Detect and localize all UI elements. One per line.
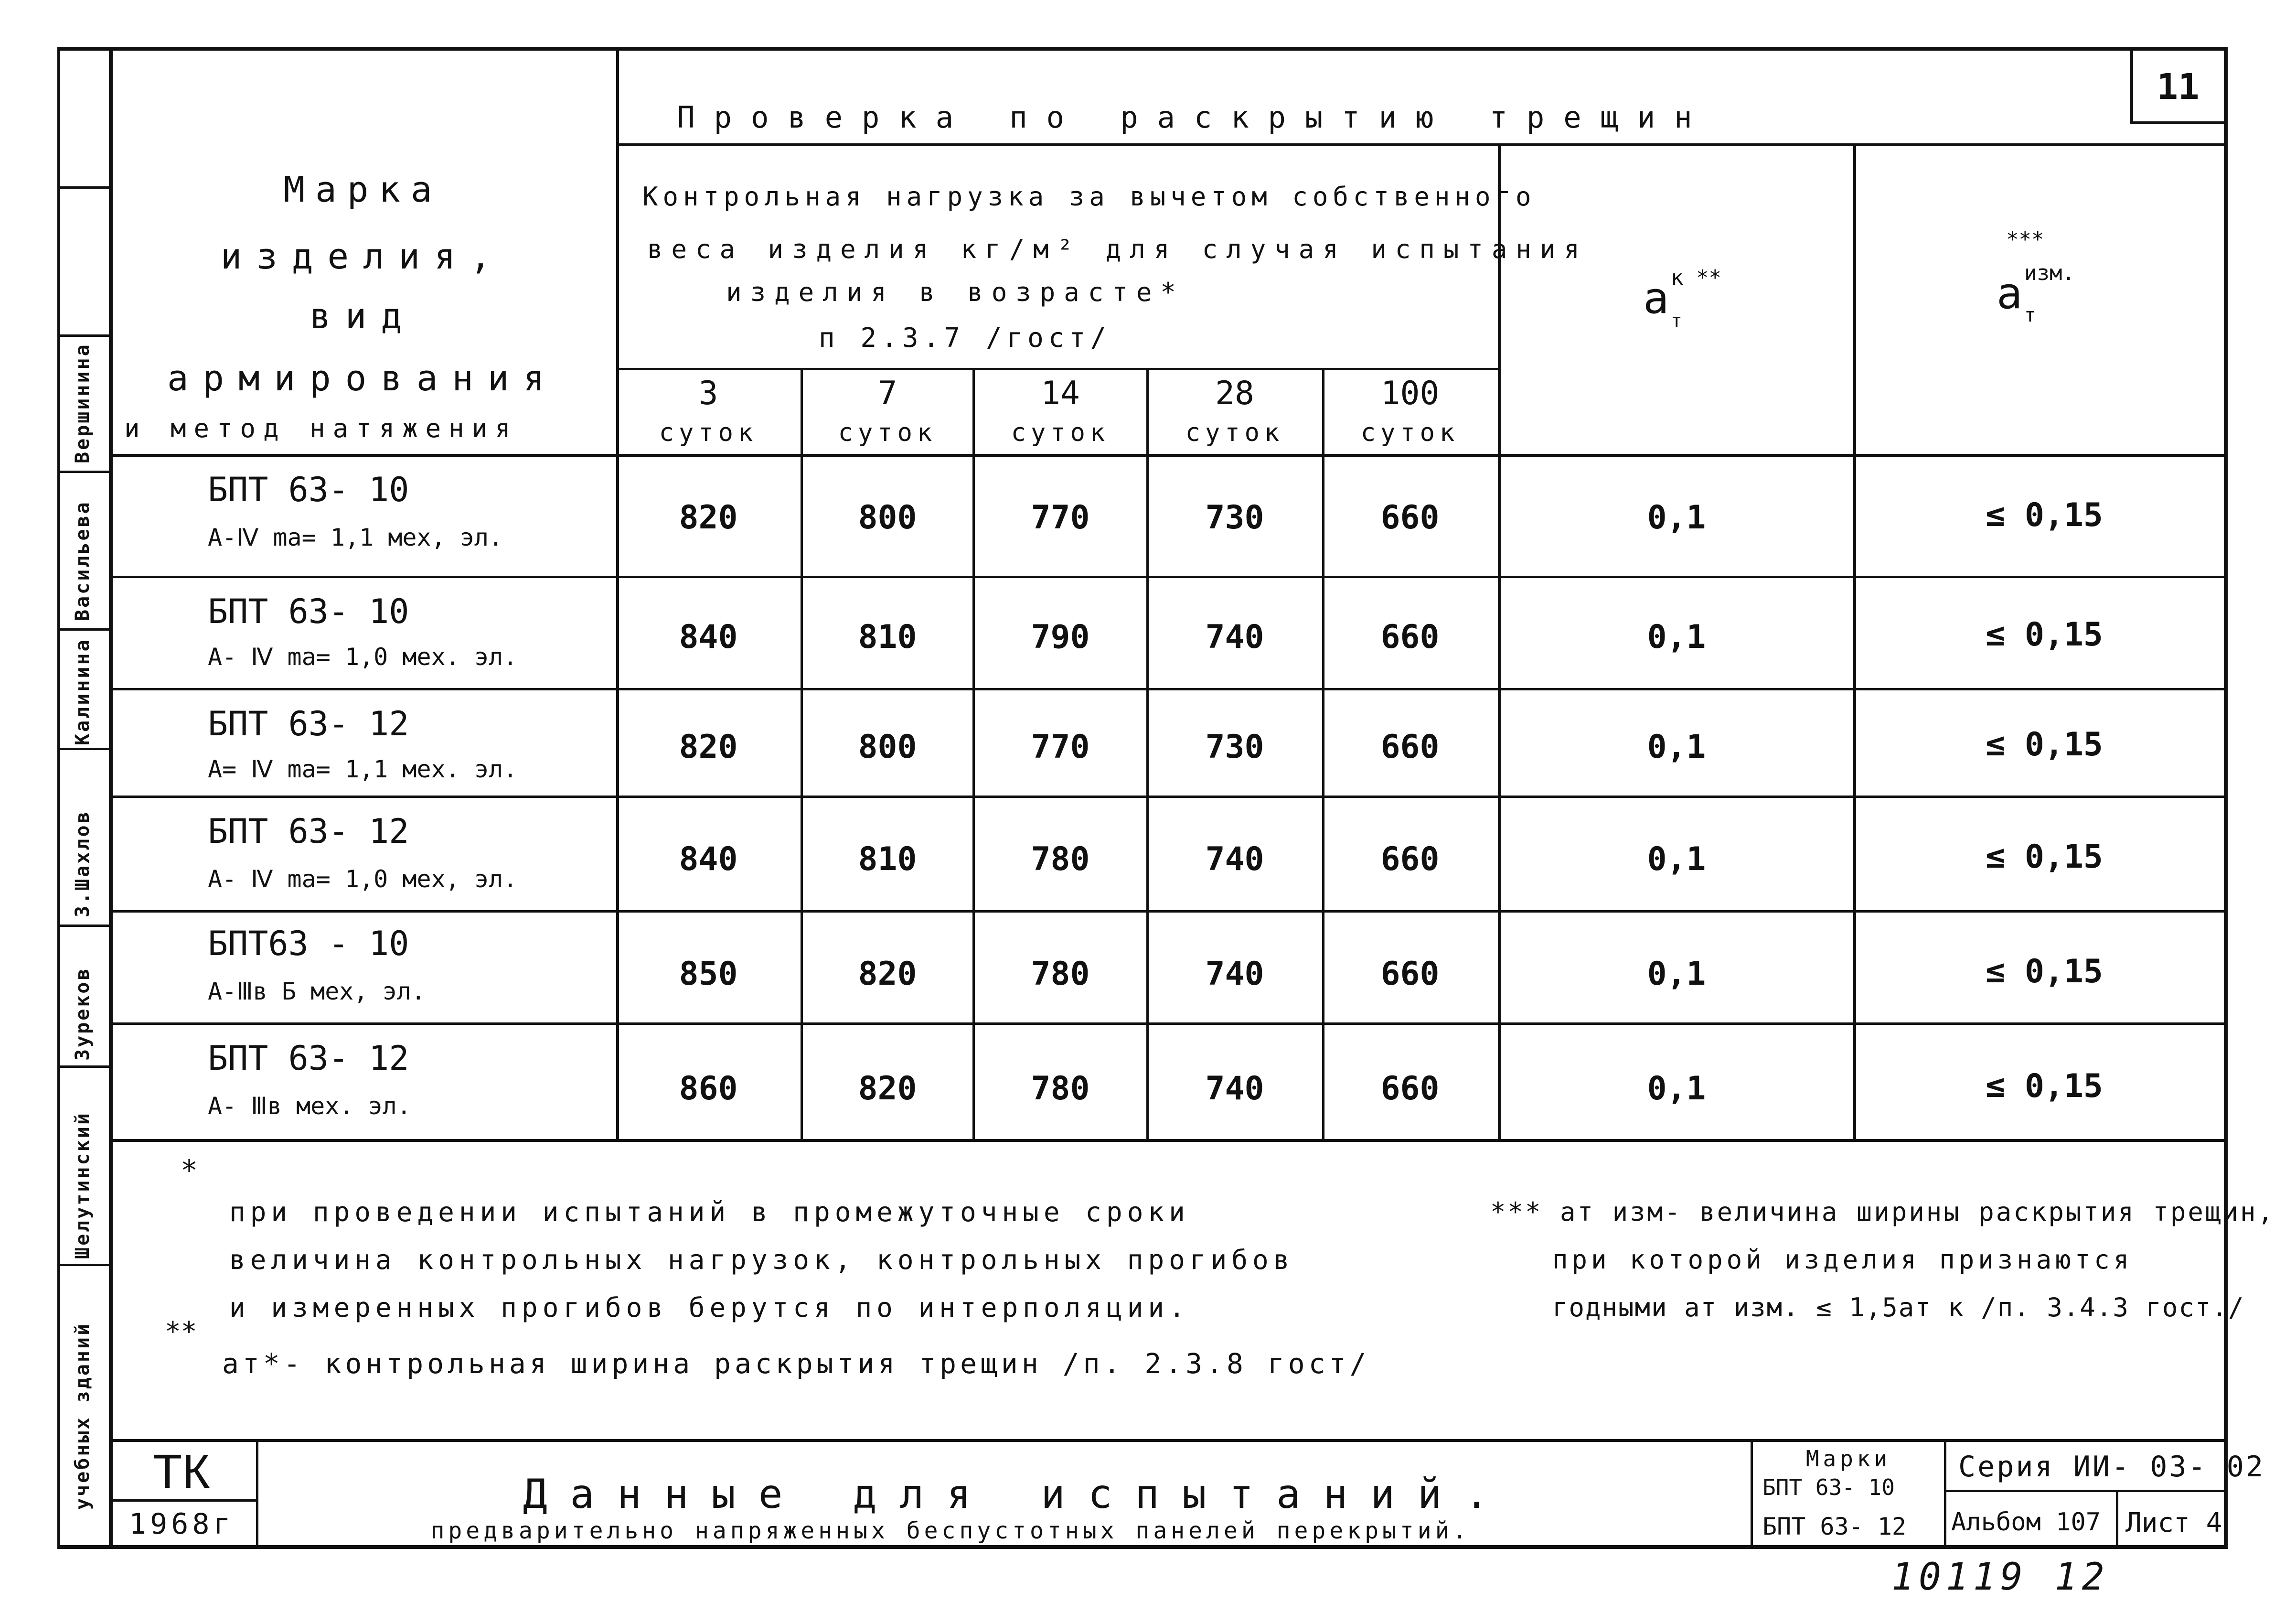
at-izm-symbol: a [1997,269,2023,319]
age-n-4: 28 [1215,375,1254,412]
cell-14d: 780 [1031,840,1090,878]
org-label: ТК [153,1445,210,1498]
col-div-age4 [1322,368,1324,1141]
age-unit-2: суток [838,419,937,447]
sheet-box-left [2130,47,2133,123]
note1-line1: при проведении испытаний в промежуточные сроки [229,1197,1190,1228]
at-izm-stars: *** [2006,227,2044,252]
mark-col-line5: и метод натяжения [124,413,518,443]
side-sep [57,1065,111,1068]
mark1-label: БПТ 63- 10 [1762,1474,1895,1500]
cell-14d: 780 [1031,955,1090,993]
row-sep [111,910,2226,913]
row-reinf: A- Ⅲв мех. эл. [208,1092,411,1120]
row-sep [111,688,2226,690]
series-label: Серия ИИ- 03- 02 [1958,1450,2265,1484]
age-n-3: 14 [1041,375,1080,412]
note3-line2: при которой изделия признаются [1552,1245,2133,1275]
cell-100d: 660 [1380,499,1440,537]
mark2-label: БПТ 63- 12 [1762,1513,1907,1540]
side-name: Васильева [72,500,94,621]
cell-3d: 840 [679,840,738,878]
row-mark: БПТ 63- 12 [208,812,409,851]
cell-7d: 820 [858,955,917,993]
side-sep [57,748,111,750]
cell-100d: 660 [1380,955,1440,993]
row-mark: БПТ 63- 12 [208,704,409,743]
note2-text: aт*- контрольная ширина раскрытия трещин /п. 2.3.8 гост/ [222,1347,1370,1380]
doc-subtitle: предварительно напряженных беспустотных панелей перекрытий. [430,1517,1471,1544]
frame-top [57,47,2226,51]
side-name: Шелутинский [72,1111,94,1259]
age-unit-1: суток [659,419,758,447]
cell-7d: 820 [858,1070,917,1107]
side-bottom-label: учебных зданий [72,1322,94,1510]
cell-100d: 660 [1380,618,1440,656]
sheet-number: 11 [2157,66,2200,108]
mark-col-line1: Марка [283,169,443,210]
age-n-5: 100 [1380,375,1440,412]
row-reinf: A- Ⅳ ma= 1,0 мех, эл. [208,865,518,893]
cell-ak: 0,1 [1647,1070,1706,1107]
note1-line2: величина контрольных нагрузок, контрольных прогибов [229,1245,1294,1276]
archive-stamp-number: 10119 12 [1891,1556,2109,1599]
side-sep [57,1264,111,1266]
load-col-line4: п 2.3.7 /гост/ [818,323,1111,354]
cell-28d: 740 [1205,955,1264,993]
title-block-album-div [2116,1490,2118,1547]
cell-aizm: ≤ 0,15 [1986,1067,2103,1105]
col-div-ak-aizm [1853,143,1856,1141]
row-mark: БПТ 63- 10 [208,592,409,631]
cell-14d: 790 [1031,618,1090,656]
cell-aizm: ≤ 0,15 [1986,496,2103,534]
side-name: З.Шахлов [72,810,94,917]
age-unit-3: суток [1011,419,1110,447]
frame-bottom [57,1545,2228,1549]
at-izm-sup: изм. [2024,261,2075,285]
cell-ak: 0,1 [1647,955,1706,993]
cell-ak: 0,1 [1647,499,1706,537]
cell-100d: 660 [1380,840,1440,878]
row-mark: БПТ63 - 10 [208,924,409,963]
age-unit-5: суток [1360,419,1460,447]
at-izm-sub: т [2024,304,2036,326]
doc-title: Данные для испытаний. [523,1471,1512,1517]
cell-3d: 850 [679,955,738,993]
title-block-div-series [1944,1439,1946,1547]
col-div-load-ak [1498,143,1501,1141]
at-k-sup: к ** [1671,266,1721,290]
header-under-load [616,368,1500,370]
cell-7d: 800 [858,728,917,766]
row-reinf: A-Ⅳ ma= 1,1 мех, эл. [208,524,503,551]
at-izm-header [1997,229,2121,325]
cell-28d: 730 [1205,499,1264,537]
cell-3d: 820 [679,728,738,766]
cell-7d: 810 [858,840,917,878]
cell-28d: 740 [1205,1070,1264,1107]
note1-line3: и измеренных прогибов берутся по интерполяции. [229,1292,1190,1323]
cell-aizm: ≤ 0,15 [1986,953,2103,990]
table-bottom [111,1139,2226,1142]
side-name: Вершинина [72,343,94,463]
header-title: Проверка по раскрытию трещин [677,100,1711,135]
title-block-div-marks [1751,1439,1753,1547]
age-unit-4: суток [1185,419,1284,447]
cell-ak: 0,1 [1647,618,1706,656]
side-strip-left [57,47,60,1547]
cell-ak: 0,1 [1647,840,1706,878]
title-block-div-org [256,1439,258,1547]
cell-28d: 740 [1205,618,1264,656]
cell-aizm: ≤ 0,15 [1986,838,2103,876]
load-col-line3: изделия в возрасте* [726,277,1185,307]
cell-aizm: ≤ 0,15 [1986,726,2103,763]
cell-14d: 770 [1031,499,1090,537]
side-sep [57,628,111,631]
note3-line3: годными aт изм. ≤ 1,5aт к /п. 3.4.3 гост./ [1552,1292,2245,1322]
header-col-divider [616,47,619,1141]
row-sep [111,1022,2226,1025]
row-reinf: A= Ⅳ ma= 1,1 мех. эл. [208,755,518,783]
row-reinf: A- Ⅳ ma= 1,0 мех. эл. [208,643,518,671]
side-sep [57,925,111,927]
marks-label: Марки [1805,1446,1891,1472]
side-name: Зуреков [72,967,94,1061]
side-sep [57,186,111,189]
col-div-age3 [1146,368,1149,1141]
col-div-age2 [972,368,975,1141]
cell-3d: 820 [679,499,738,537]
side-sep [57,334,111,337]
cell-aizm: ≤ 0,15 [1986,616,2103,654]
note3-line1: *** aт изм- величина ширины раскрытия трещин, [1490,1197,2275,1227]
header-under-title [616,143,2226,146]
sheet-label: Лист 4 [2125,1507,2222,1538]
side-name: Калинина [72,638,94,745]
album-label: Альбом 107 [1951,1508,2101,1537]
mark-col-line2: изделия, [220,236,506,277]
cell-28d: 740 [1205,840,1264,878]
cell-ak: 0,1 [1647,728,1706,766]
header-bottom [111,454,2226,457]
at-k-sub: т [1671,310,1683,332]
row-mark: БПТ 63- 12 [208,1039,409,1078]
cell-3d: 840 [679,618,738,656]
title-block-series-mid [1944,1490,2226,1492]
sheet-box-bottom [2130,121,2226,124]
cell-100d: 660 [1380,728,1440,766]
row-mark: БПТ 63- 10 [208,470,409,509]
cell-3d: 860 [679,1070,738,1107]
row-reinf: A-Ⅲв Б мех, эл. [208,978,426,1005]
note-star: * [181,1154,198,1187]
row-sep [111,576,2226,578]
mark-col-line4: армирования [167,358,559,399]
title-block-top [111,1439,2226,1442]
cell-100d: 660 [1380,1070,1440,1107]
load-col-line2: веса изделия кг/м² для случая испытания [647,234,1588,264]
at-k-header [1643,268,1739,334]
col-div-age1 [801,368,803,1141]
title-block-org-mid [111,1499,257,1502]
cell-28d: 730 [1205,728,1264,766]
load-col-line1: Контрольная нагрузка за вычетом собственного [642,182,1536,212]
side-sep [57,471,111,473]
year-label: 1968г [129,1507,235,1541]
at-k-symbol: a [1643,273,1669,323]
cell-7d: 810 [858,618,917,656]
cell-7d: 800 [858,499,917,537]
age-n-2: 7 [877,375,897,412]
age-n-1: 3 [698,375,718,412]
cell-14d: 780 [1031,1070,1090,1107]
note2-mark: ** [165,1316,197,1347]
mark-col-line3: вид [310,296,416,337]
row-sep [111,796,2226,798]
cell-14d: 770 [1031,728,1090,766]
